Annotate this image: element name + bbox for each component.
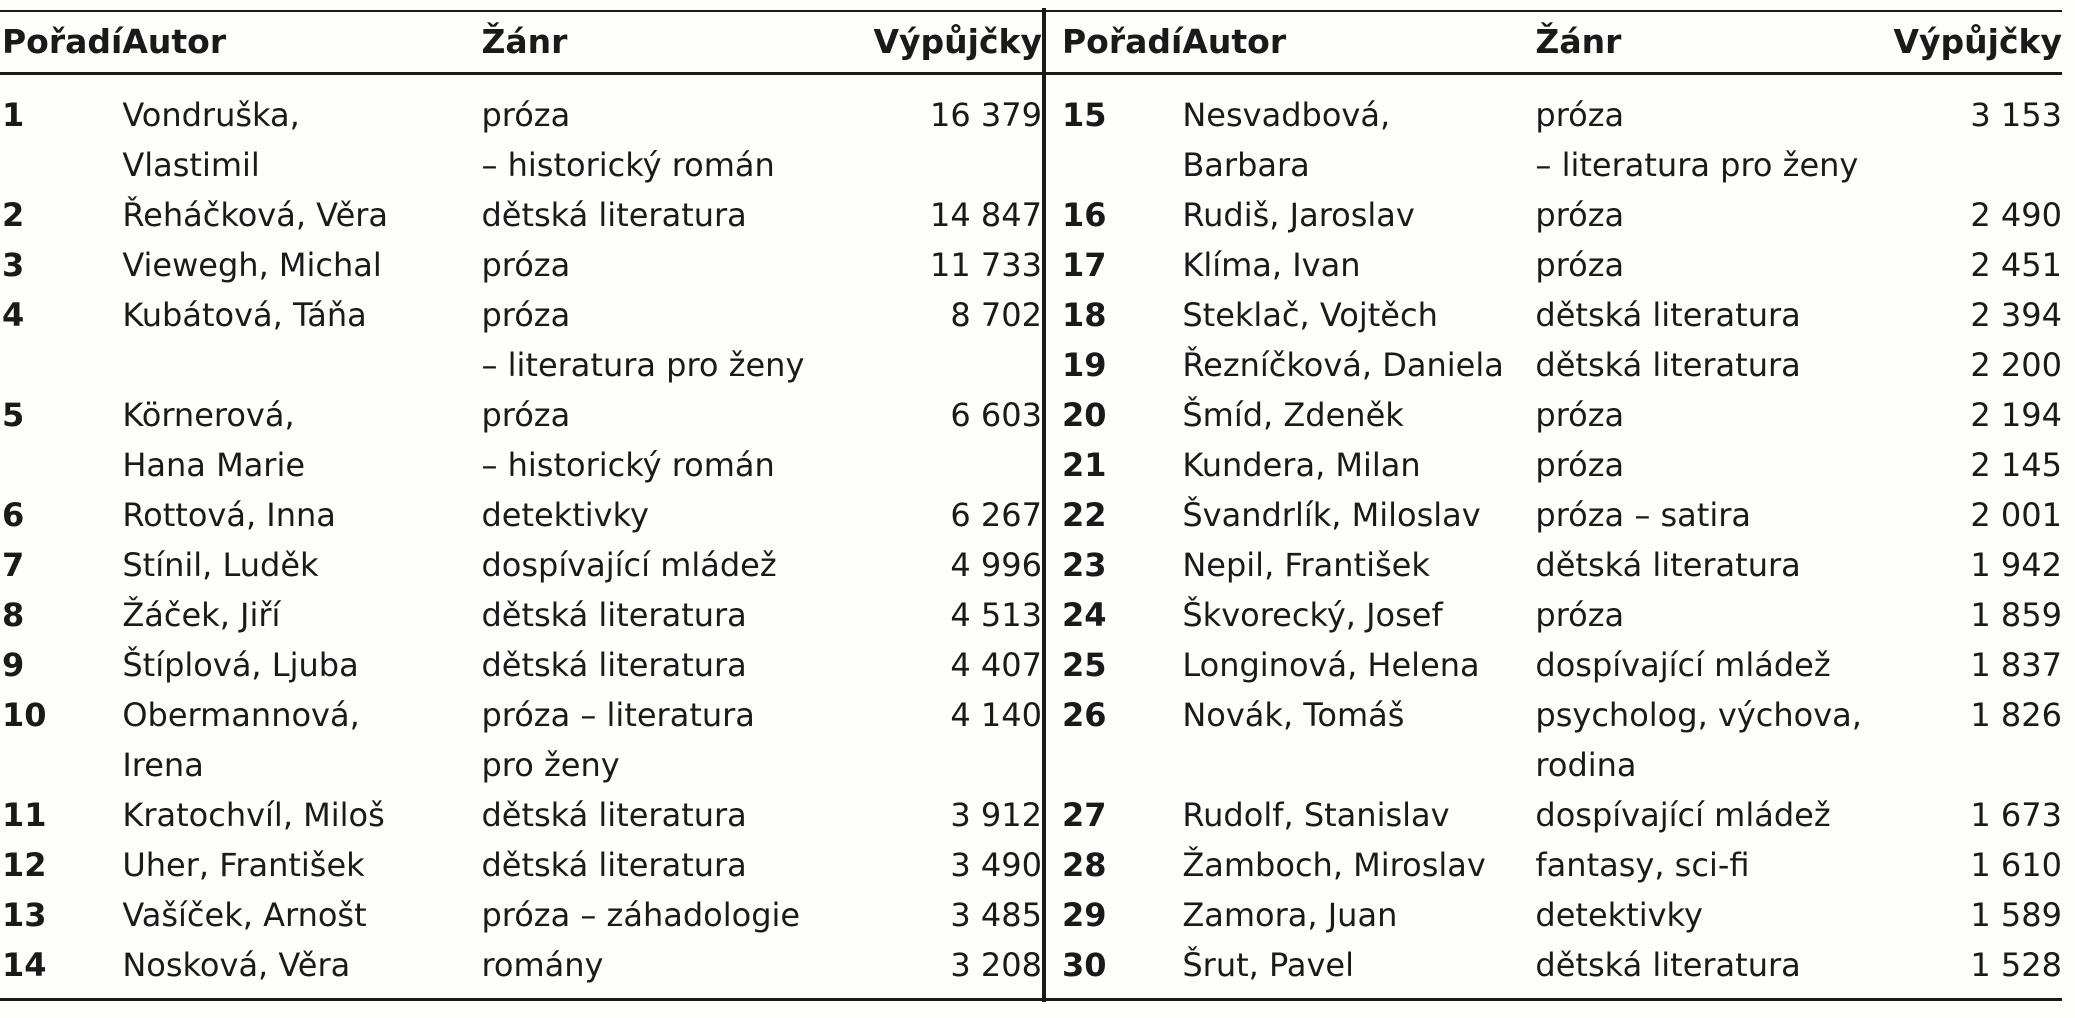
author-cell-line: Barbara [1182, 146, 1310, 184]
table-row [0, 890, 1042, 940]
genre-cell-line: próza [1535, 246, 1625, 284]
author-cell [122, 390, 481, 490]
rank-cell: 24 [1062, 596, 1107, 634]
table-right-half [1050, 8, 2062, 990]
right-table [1050, 8, 2062, 990]
rank-cell: 19 [1062, 346, 1107, 384]
author-cell-line: Rottová, Inna [122, 496, 336, 534]
genre-cell-line: detektivky [481, 496, 649, 534]
loans-cell: 2 200 [1970, 346, 2062, 384]
genre-cell [1535, 340, 1884, 390]
genre-cell-line: próza [481, 246, 571, 284]
genre-cell [1535, 290, 1884, 340]
author-cell [1182, 790, 1535, 840]
table-row [0, 940, 1042, 990]
rank-cell: 21 [1062, 446, 1107, 484]
loans-cell: 4 996 [950, 546, 1042, 584]
loans-cell: 2 451 [1970, 246, 2062, 284]
rank-cell: 15 [1062, 96, 1107, 134]
genre-cell [481, 840, 860, 890]
author-cell [122, 290, 481, 390]
loans-cell: 1 826 [1970, 696, 2062, 734]
genre-cell-line: dětská literatura [1535, 296, 1801, 334]
table-row [0, 390, 1042, 490]
table-row [1050, 890, 2062, 940]
loans-cell: 2 194 [1970, 396, 2062, 434]
author-cell-line: Vlastimil [122, 146, 260, 184]
rank-cell: 4 [2, 296, 25, 334]
table-row [1050, 940, 2062, 990]
genre-cell-line: dětská literatura [1535, 946, 1801, 984]
genre-cell [481, 390, 860, 490]
genre-cell [1535, 840, 1884, 890]
loans-cell: 3 485 [950, 896, 1042, 934]
table-row [0, 640, 1042, 690]
rank-cell: 9 [2, 646, 25, 684]
rank-cell: 16 [1062, 196, 1107, 234]
genre-cell-line: dětská literatura [481, 196, 747, 234]
author-cell [1182, 240, 1535, 290]
genre-cell-line: romány [481, 946, 604, 984]
author-cell-line: Žáček, Jiří [122, 596, 281, 634]
table-row [1050, 440, 2062, 490]
loans-cell: 1 528 [1970, 946, 2062, 984]
author-cell-line: Rudiš, Jaroslav [1182, 196, 1415, 234]
rank-cell: 5 [2, 396, 25, 434]
author-cell-line: Uher, František [122, 846, 365, 884]
genre-cell [481, 540, 860, 590]
loans-header: Výpůjčky [873, 21, 1042, 61]
column-divider [1042, 8, 1046, 1002]
genre-cell-line: dětská literatura [1535, 346, 1801, 384]
genre-cell-line: rodina [1535, 746, 1637, 784]
rank-cell: 30 [1062, 946, 1107, 984]
rank-cell: 17 [1062, 246, 1107, 284]
loans-cell: 14 847 [930, 196, 1042, 234]
genre-cell-line: detektivky [1535, 896, 1703, 934]
author-cell-line: Vašíček, Arnošt [122, 896, 367, 934]
author-cell-line: Viewegh, Michal [122, 246, 382, 284]
author-header: Autor [122, 21, 227, 61]
loans-cell: 1 610 [1970, 846, 2062, 884]
genre-cell-line: próza [481, 296, 571, 334]
loans-cell: 8 702 [950, 296, 1042, 334]
genre-cell [481, 690, 860, 790]
loans-cell: 2 490 [1970, 196, 2062, 234]
genre-cell-line: próza – záhadologie [481, 896, 801, 934]
author-cell-line: Obermannová, [122, 696, 360, 734]
genre-cell-line: próza [1535, 596, 1625, 634]
author-cell [122, 240, 481, 290]
left-table-body [0, 74, 1042, 990]
table-row [1050, 790, 2062, 840]
table-row [0, 540, 1042, 590]
genre-cell [481, 490, 860, 540]
author-cell [122, 940, 481, 990]
table-left-half [0, 8, 1042, 990]
genre-cell-line: dětská literatura [481, 846, 747, 884]
author-cell-line: Nosková, Věra [122, 946, 351, 984]
rank-cell: 26 [1062, 696, 1107, 734]
loans-cell: 16 379 [930, 96, 1042, 134]
rank-cell: 12 [2, 846, 47, 884]
rank-header: Pořadí [1062, 21, 1183, 61]
genre-cell-line: dětská literatura [481, 646, 747, 684]
genre-cell-line: fantasy, sci-fi [1535, 846, 1750, 884]
left-table [0, 8, 1042, 990]
genre-cell [1535, 640, 1884, 690]
table-row [0, 74, 1042, 190]
rank-cell: 29 [1062, 896, 1107, 934]
genre-cell [1535, 540, 1884, 590]
genre-cell-line: dětská literatura [481, 796, 747, 834]
author-cell [1182, 690, 1535, 790]
table-row [1050, 390, 2062, 440]
genre-cell-line: dospívající mládež [1535, 646, 1831, 684]
table-row [1050, 640, 2062, 690]
table-row [0, 790, 1042, 840]
author-cell [1182, 74, 1535, 190]
table-row [0, 690, 1042, 790]
genre-cell-line: próza [1535, 196, 1625, 234]
rank-cell: 28 [1062, 846, 1107, 884]
author-cell-line: Klíma, Ivan [1182, 246, 1361, 284]
table-row [0, 490, 1042, 540]
author-cell [1182, 290, 1535, 340]
table-row [0, 840, 1042, 890]
author-cell [1182, 440, 1535, 490]
genre-cell-line: próza [481, 396, 571, 434]
genre-cell [1535, 390, 1884, 440]
loans-cell: 1 589 [1970, 896, 2062, 934]
loans-cell: 3 153 [1970, 96, 2062, 134]
loans-cell: 1 673 [1970, 796, 2062, 834]
genre-cell-line: dospívající mládež [481, 546, 777, 584]
loans-cell: 1 837 [1970, 646, 2062, 684]
loans-cell: 11 733 [930, 246, 1042, 284]
genre-cell-line: pro ženy [481, 746, 620, 784]
rank-cell: 11 [2, 796, 47, 834]
table-row [1050, 74, 2062, 190]
author-cell [1182, 390, 1535, 440]
genre-cell [481, 890, 860, 940]
table-row [1050, 490, 2062, 540]
author-cell [1182, 190, 1535, 240]
author-cell-line: Kubátová, Táňa [122, 296, 367, 334]
rank-cell: 20 [1062, 396, 1107, 434]
loans-cell: 3 208 [950, 946, 1042, 984]
rank-cell: 27 [1062, 796, 1107, 834]
author-cell-line: Vondruška, [122, 96, 300, 134]
author-cell-line: Longinová, Helena [1182, 646, 1480, 684]
author-cell-line: Novák, Tomáš [1182, 696, 1405, 734]
author-cell [1182, 590, 1535, 640]
author-cell-line: Štíplová, Ljuba [122, 646, 359, 684]
table-row [1050, 340, 2062, 390]
author-cell-line: Řezníčková, Daniela [1182, 346, 1504, 384]
table-row [0, 240, 1042, 290]
rank-cell: 3 [2, 246, 25, 284]
genre-cell [481, 74, 860, 190]
genre-cell [1535, 790, 1884, 840]
table-row [1050, 240, 2062, 290]
author-cell [122, 490, 481, 540]
genre-cell-line: dětská literatura [1535, 546, 1801, 584]
rank-cell: 23 [1062, 546, 1107, 584]
author-cell [122, 640, 481, 690]
genre-cell-line: próza [481, 96, 571, 134]
table-row [0, 590, 1042, 640]
author-cell [122, 540, 481, 590]
author-cell-line: Řeháčková, Věra [122, 196, 389, 234]
author-cell-line: Žamboch, Miroslav [1182, 846, 1486, 884]
author-cell-line: Stínil, Luděk [122, 546, 319, 584]
table-row [1050, 840, 2062, 890]
genre-cell [1535, 590, 1884, 640]
author-cell-line: Nepil, František [1182, 546, 1430, 584]
loans-cell: 6 603 [950, 396, 1042, 434]
loans-cell: 6 267 [950, 496, 1042, 534]
author-cell-line: Nesvadbová, [1182, 96, 1391, 134]
genre-cell-line: dětská literatura [481, 596, 747, 634]
table-row [1050, 590, 2062, 640]
most-borrowed-authors-table [0, 8, 2062, 1002]
author-cell [122, 190, 481, 240]
rank-cell: 7 [2, 546, 25, 584]
loans-cell: 4 513 [950, 596, 1042, 634]
genre-cell [481, 240, 860, 290]
rank-header: Pořadí [2, 21, 123, 61]
header-row [1050, 8, 2062, 74]
author-cell [1182, 640, 1535, 690]
author-cell [122, 74, 481, 190]
genre-cell [1535, 890, 1884, 940]
genre-cell [1535, 440, 1884, 490]
genre-cell-line: próza [1535, 396, 1625, 434]
author-cell [1182, 540, 1535, 590]
author-cell [122, 590, 481, 640]
table-row [0, 290, 1042, 390]
genre-cell [1535, 74, 1884, 190]
genre-cell [481, 790, 860, 840]
genre-cell [481, 190, 860, 240]
loans-header: Výpůjčky [1893, 21, 2062, 61]
genre-cell [481, 640, 860, 690]
genre-cell-line: dospívající mládež [1535, 796, 1831, 834]
loans-cell: 4 407 [950, 646, 1042, 684]
genre-cell-line: – historický román [481, 446, 775, 484]
table-row [1050, 190, 2062, 240]
genre-header: Žánr [1535, 21, 1622, 61]
header-row [0, 8, 1042, 74]
author-cell [1182, 890, 1535, 940]
genre-cell [481, 290, 860, 390]
rank-cell: 2 [2, 196, 25, 234]
loans-cell: 2 001 [1970, 496, 2062, 534]
loans-cell: 1 942 [1970, 546, 2062, 584]
rank-cell: 14 [2, 946, 47, 984]
rank-cell: 22 [1062, 496, 1107, 534]
genre-cell-line: próza [1535, 96, 1625, 134]
author-cell-line: Kratochvíl, Miloš [122, 796, 385, 834]
author-cell-line: Šmíd, Zdeněk [1182, 396, 1404, 434]
genre-cell [1535, 190, 1884, 240]
genre-cell [1535, 240, 1884, 290]
author-cell-line: Švandrlík, Miloslav [1182, 496, 1481, 534]
table-row [1050, 290, 2062, 340]
author-cell [1182, 840, 1535, 890]
genre-cell [1535, 690, 1884, 790]
loans-cell: 2 394 [1970, 296, 2062, 334]
author-cell [122, 840, 481, 890]
genre-cell [481, 590, 860, 640]
table-row [0, 190, 1042, 240]
author-cell [1182, 940, 1535, 990]
author-cell-line: Kundera, Milan [1182, 446, 1421, 484]
genre-cell-line: psycholog, výchova, [1535, 696, 1862, 734]
loans-cell: 3 912 [950, 796, 1042, 834]
loans-cell: 1 859 [1970, 596, 2062, 634]
genre-cell-line: – historický román [481, 146, 775, 184]
genre-cell-line: próza – satira [1535, 496, 1751, 534]
genre-cell [1535, 490, 1884, 540]
author-cell-line: Rudolf, Stanislav [1182, 796, 1450, 834]
genre-header: Žánr [481, 21, 568, 61]
genre-cell-line: – literatura pro ženy [1535, 146, 1859, 184]
rank-cell: 10 [2, 696, 47, 734]
rank-cell: 8 [2, 596, 25, 634]
author-cell-line: Körnerová, [122, 396, 295, 434]
author-cell [122, 690, 481, 790]
author-cell-line: Hana Marie [122, 446, 306, 484]
author-cell-line: Škvorecký, Josef [1182, 596, 1443, 634]
rank-cell: 1 [2, 96, 25, 134]
author-cell [122, 790, 481, 840]
genre-cell-line: próza – literatura [481, 696, 755, 734]
author-cell-line: Steklač, Vojtěch [1182, 296, 1438, 334]
rank-cell: 6 [2, 496, 25, 534]
author-cell-line: Zamora, Juan [1182, 896, 1398, 934]
rank-cell: 18 [1062, 296, 1107, 334]
genre-cell-line: próza [1535, 446, 1625, 484]
author-cell [122, 890, 481, 940]
genre-cell-line: – literatura pro ženy [481, 346, 805, 384]
table-row [1050, 540, 2062, 590]
table-bottom-rule [0, 998, 2062, 1001]
loans-cell: 2 145 [1970, 446, 2062, 484]
loans-cell: 3 490 [950, 846, 1042, 884]
author-cell [1182, 490, 1535, 540]
author-cell-line: Irena [122, 746, 204, 784]
genre-cell [481, 940, 860, 990]
rank-cell: 13 [2, 896, 47, 934]
author-header: Autor [1182, 21, 1287, 61]
loans-cell: 4 140 [950, 696, 1042, 734]
author-cell [1182, 340, 1535, 390]
table-row [1050, 690, 2062, 790]
genre-cell [1535, 940, 1884, 990]
rank-cell: 25 [1062, 646, 1107, 684]
right-table-body [1050, 74, 2062, 990]
author-cell-line: Šrut, Pavel [1182, 946, 1354, 984]
